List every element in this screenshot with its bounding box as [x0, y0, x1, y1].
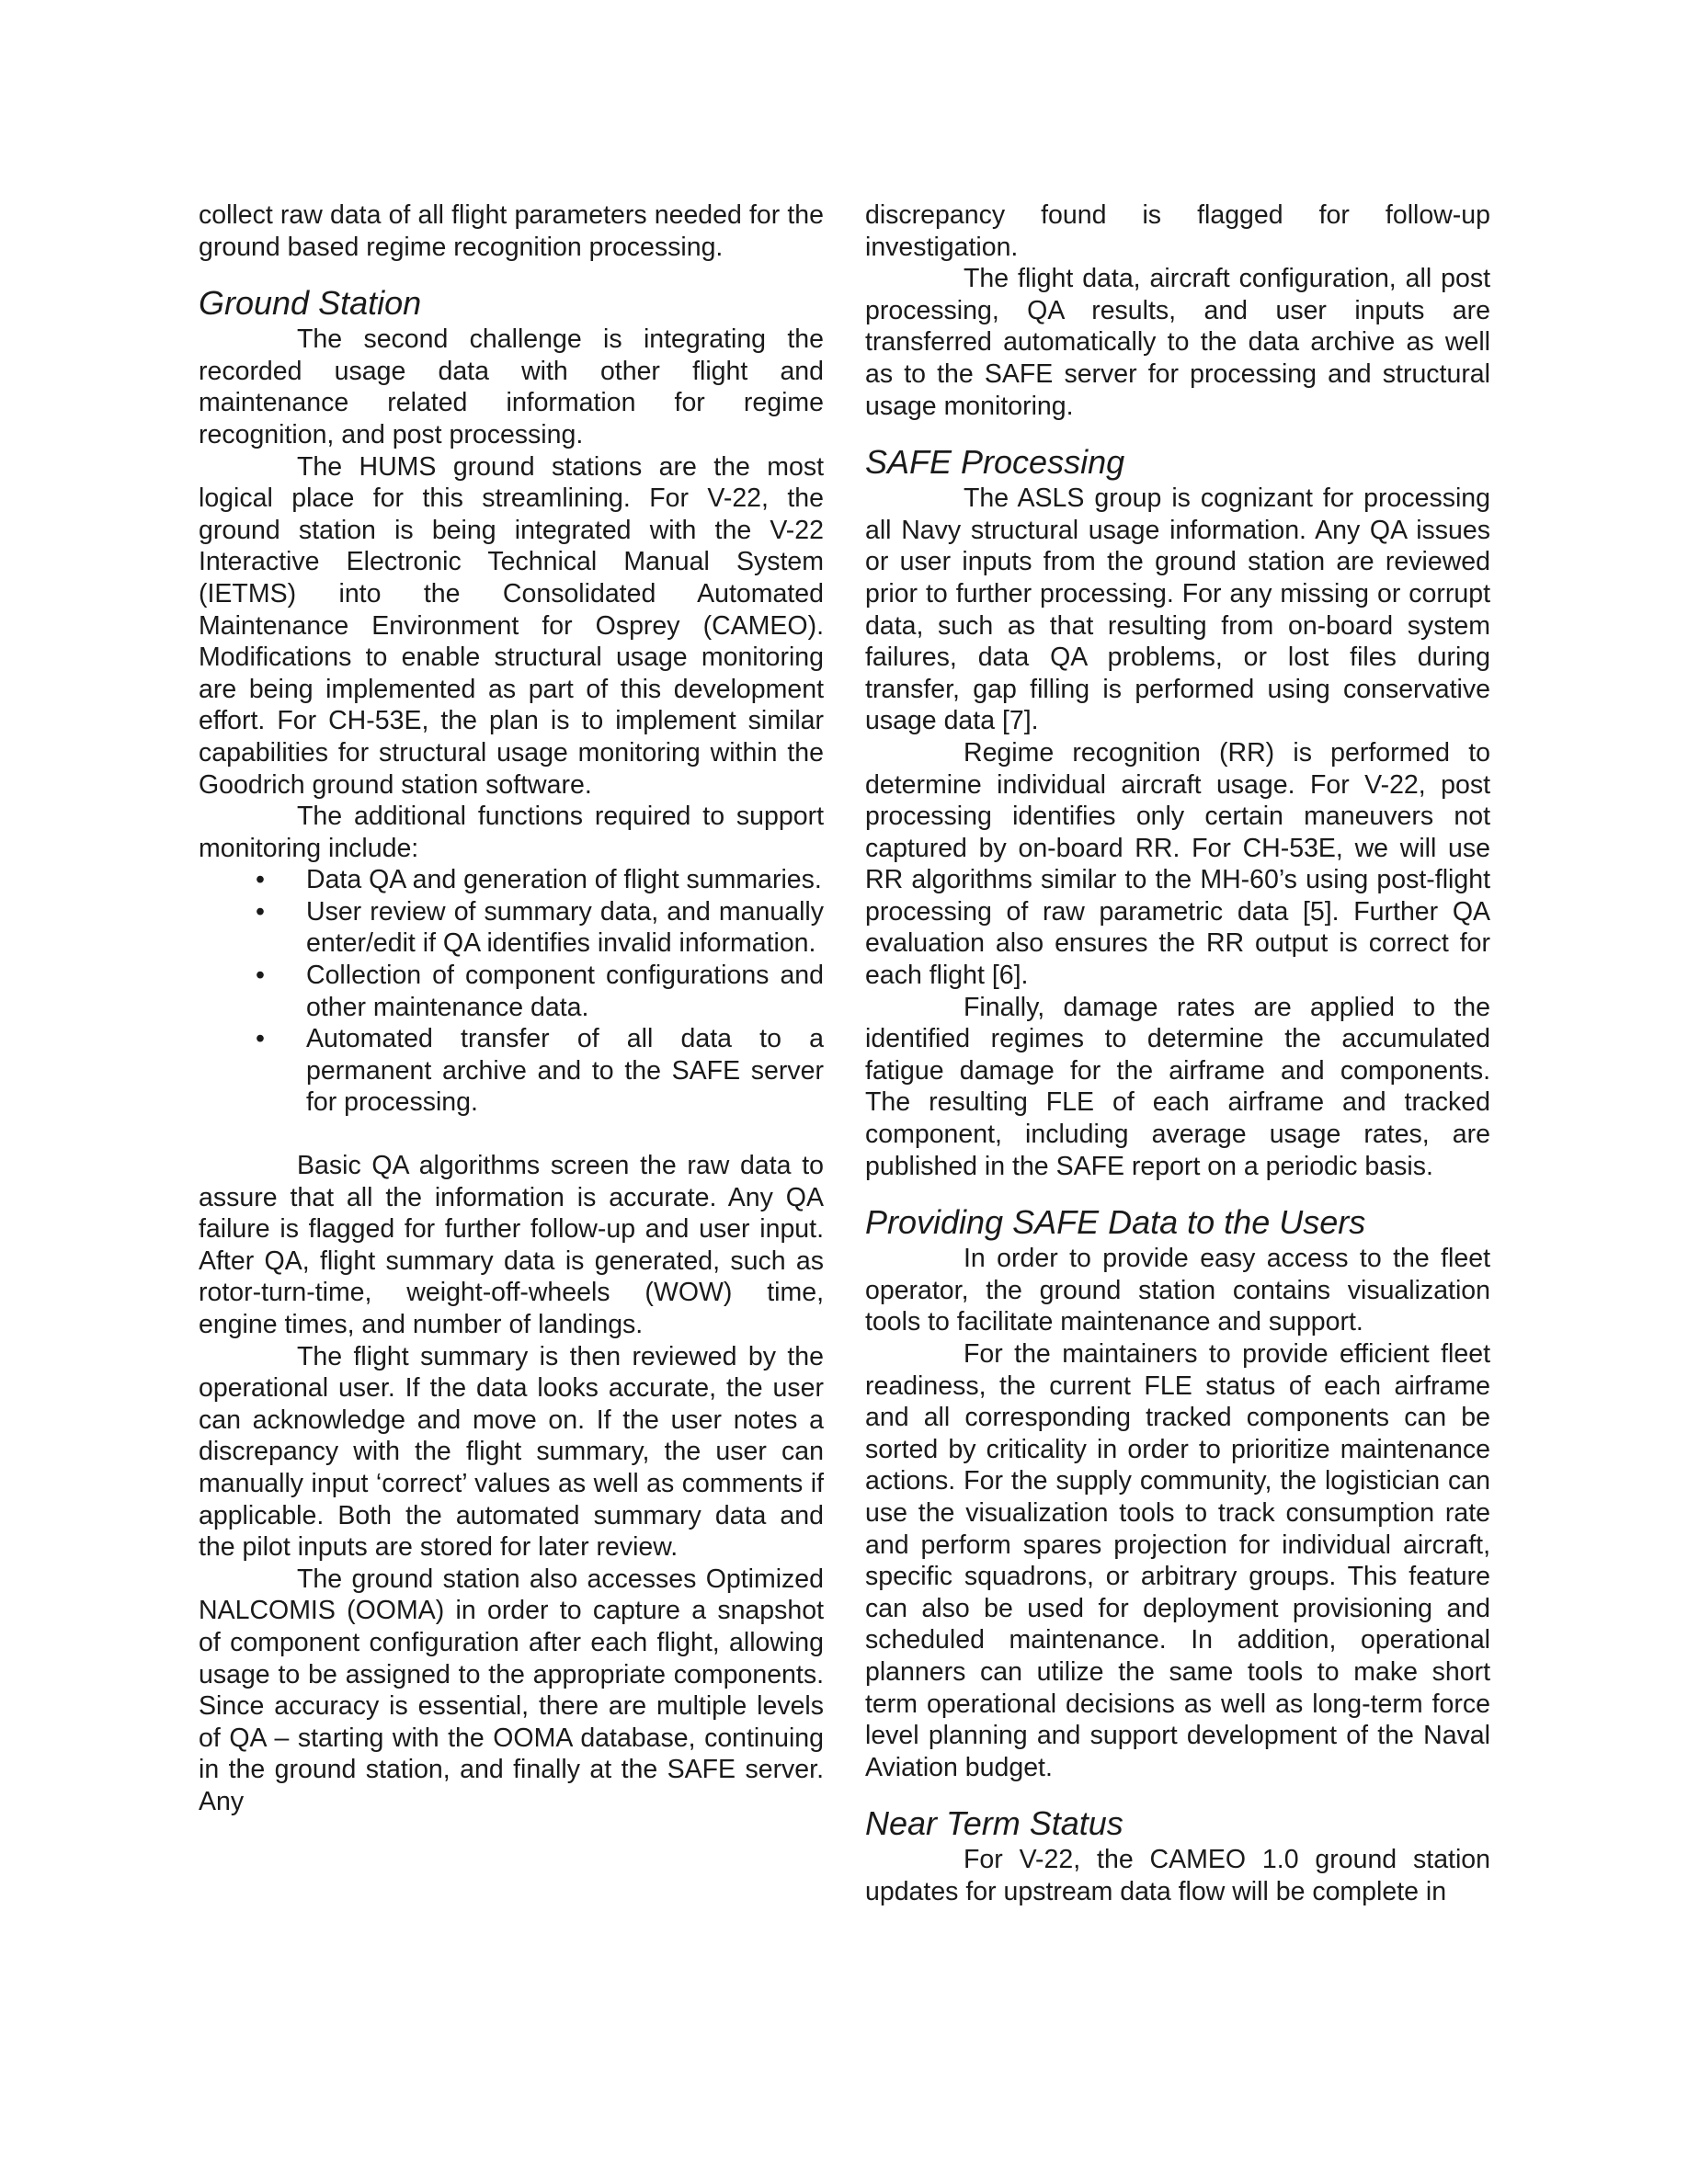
- paragraph: Finally, damage rates are applied to the identified regimes to determine the accumulated fatigue damage for the airframe and components. The resulting FLE of each airframe and tracked component, including average usage rates, are published in the SAFE report on a periodic basis.: [865, 992, 1490, 1181]
- right-column: [865, 199, 1490, 1908]
- section-heading-providing-safe-data: Providing SAFE Data to the Users: [865, 1203, 1366, 1242]
- list-item: [199, 864, 824, 896]
- bullet-list: [199, 864, 824, 1119]
- paragraph: In order to provide easy access to the fleet operator, the ground station contains visualization tools to facilitate maintenance and support.: [865, 1244, 1490, 1337]
- paragraph: The flight summary is then reviewed by the operational user. If the data looks accurate, the user can acknowledge and move on. If the user notes a discrepancy with the flight summary, the user can manually input ‘correct’ values as well as comments if applicable. Both the automated summary data and the pilot inputs are stored for later review.: [199, 1341, 824, 1563]
- paragraph: Regime recognition (RR) is performed to determine individual aircraft usage. For V-22, post processing identifies only certain maneuvers not captured by on-board RR. For CH-53E, we will use RR algorithms similar to the MH-60’s using post-flight processing of raw parametric data [5]. Further QA evaluation also ensures the RR output is correct for each flight [6].: [865, 737, 1490, 991]
- paragraph: The flight data, aircraft configuration, all post processing, QA results, and user inputs are transferred automatically to the data archive as well as to the SAFE server for processing and structural usage monitoring.: [865, 264, 1490, 421]
- list-item-text: User review of summary data, and manually enter/edit if QA identifies invalid information.: [306, 896, 824, 959]
- list-item-text: Data QA and generation of flight summaries.: [306, 865, 822, 895]
- section-heading-ground-station: Ground Station: [199, 284, 422, 323]
- bullet-icon: •: [256, 961, 265, 991]
- paragraph: The second challenge is integrating the recorded usage data with other flight and maintenance related information for regime recognition, and post processing.: [199, 324, 824, 449]
- paragraph: Basic QA algorithms screen the raw data to assure that all the information is accurate. Any QA failure is flagged for further follow-up and user input. After QA, flight summary data is generated, such as rotor-turn-time, weight-off-wheels (WOW) time, engine times, and number of landings.: [199, 1151, 824, 1339]
- list-item: [199, 960, 824, 1023]
- paragraph: For V-22, the CAMEO 1.0 ground station updates for upstream data flow will be complete in: [865, 1845, 1490, 1906]
- spacer: [199, 1119, 824, 1150]
- bullet-icon: •: [256, 1024, 265, 1054]
- paragraph: discrepancy found is flagged for follow-up investigation.: [865, 200, 1490, 262]
- list-item-text: Automated transfer of all data to a permanent archive and to the SAFE server for processing.: [306, 1024, 824, 1118]
- list-item: [199, 896, 824, 960]
- paragraph: The additional functions required to support monitoring include:: [199, 802, 824, 863]
- paragraph: The ground station also accesses Optimized NALCOMIS (OOMA) in order to capture a snapshot of component configuration after each flight, allowing usage to be assigned to the appropriate components. Since accuracy is essential, there are multiple levels of QA – starting with the OOMA database, continuing in the ground station, and finally at the SAFE server. Any: [199, 1564, 824, 1816]
- bullet-icon: •: [256, 896, 265, 927]
- list-item-text: Collection of component configurations and other maintenance data.: [306, 961, 824, 1022]
- paragraph: For the maintainers to provide efficient fleet readiness, the current FLE status of each airframe and all corresponding tracked components can be sorted by criticality in order to prioritize maintenance actions. For the supply community, the logistician can use the visualization tools to track consumption rate and perform spares projection for individual aircraft, specific squadrons, or arbitrary groups. This feature can also be used for deployment provisioning and scheduled maintenance. In addition, operational planners can utilize the same tools to make short term operational decisions as well as long-term force level planning and support development of the Naval Aviation budget.: [865, 1339, 1490, 1782]
- paragraph: collect raw data of all flight parameters needed for the ground based regime recognition processing.: [199, 200, 824, 262]
- section-heading-near-term-status: Near Term Status: [865, 1804, 1123, 1843]
- bullet-icon: •: [256, 865, 265, 895]
- left-column: [199, 199, 824, 1818]
- list-item: [199, 1023, 824, 1119]
- paragraph: The ASLS group is cognizant for processing all Navy structural usage information. Any QA issues or user inputs from the ground station are reviewed prior to further processing. For any missing or corrupt data, such as that resulting from on-board system failures, data QA problems, or lost files during transfer, gap filling is performed using conservative usage data [7].: [865, 483, 1490, 736]
- section-heading-safe-processing: SAFE Processing: [865, 443, 1125, 482]
- paragraph: The HUMS ground stations are the most logical place for this streamlining. For V-22, the ground station is being integrated with the V-22 Interactive Electronic Technical Manual System (IETMS) into the Consolidated Automated Maintenance Environment for Osprey (CAMEO). Modifications to enable structural usage monitoring are being implemented as part of this development effort. For CH-53E, the plan is to implement similar capabilities for structural usage monitoring within the Goodrich ground station software.: [199, 451, 824, 800]
